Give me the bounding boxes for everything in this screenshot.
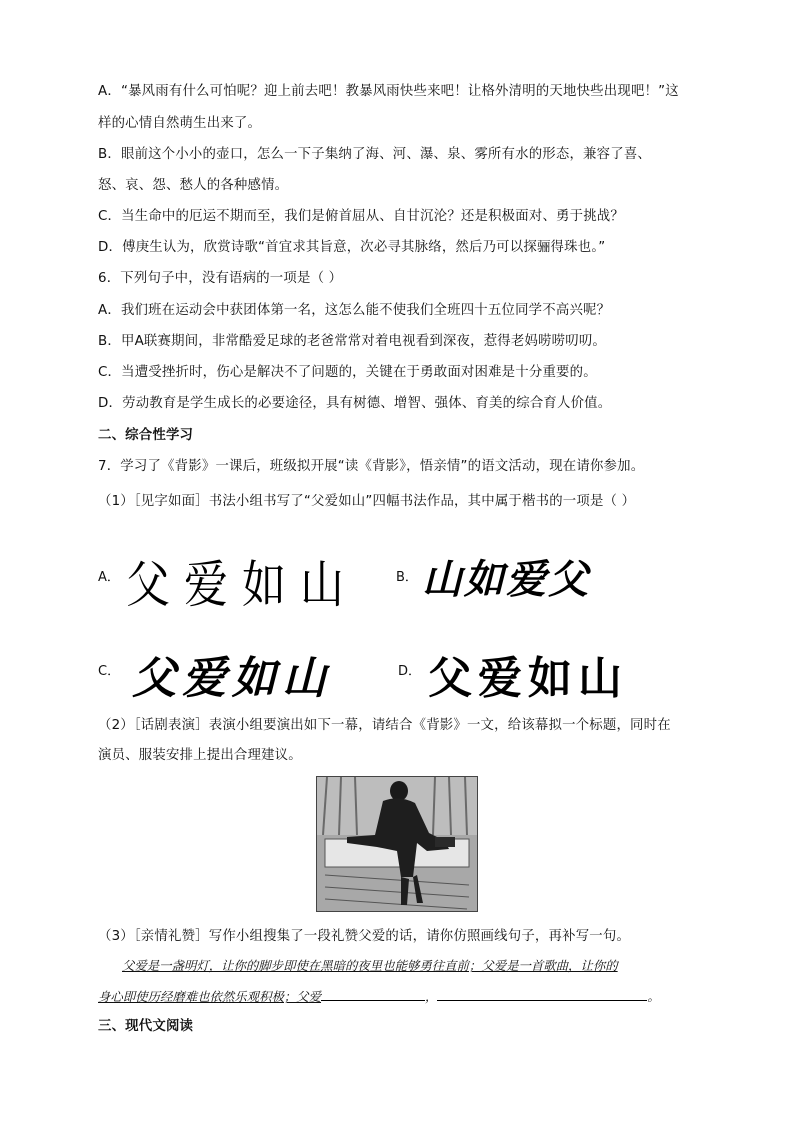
question-7: 7．学习了《背影》一课后，班级拟开展“读《背影》，悟亲情”的语文活动，现在请你参加。 <box>98 459 645 474</box>
option-6a: A．我们班在运动会中获团体第一名，这怎么能不使我们全班四十五位同学不高兴呢？ <box>98 303 611 318</box>
option-5b-line1: B．眼前这个小小的壶口，怎么一下子集纳了海、河、瀑、泉、雾所有水的形态，兼容了喜、 <box>98 147 652 162</box>
calligraphy-b-cursive-script: 山如爱父 <box>422 556 590 603</box>
answer-blank-1[interactable] <box>321 986 425 1001</box>
question-7-3: （3）［亲情礼赞］写作小组搜集了一段礼赞父爱的话，请你仿照画线句子，再补写一句。 <box>98 929 631 944</box>
option-5c: C．当生命中的厄运不期而至，我们是俯首屈从、自甘沉沦？还是积极面对、勇于挑战？ <box>98 209 624 224</box>
option-6d: D．劳动教育是学生成长的必要途径，具有树德、增智、强体、育美的综合育人价值。 <box>98 396 612 411</box>
option-5d: D．傅庚生认为，欣赏诗歌“首宜求其旨意，次必寻其脉络，然后乃可以探骊得珠也。” <box>98 240 606 255</box>
praise-line-2-text: 身心即使历经磨难也依然乐观积极；父爱 <box>98 989 322 1004</box>
question-7-2-line2: 演员、服装安排上提出合理建议。 <box>98 748 302 763</box>
answer-blank-2[interactable] <box>437 986 647 1001</box>
calligraphy-a-label: A． <box>98 570 120 585</box>
calligraphy-c-label: C． <box>98 664 121 679</box>
option-5a-line2: 样的心情自然萌生出来了。 <box>98 116 262 131</box>
option-5b-line2: 怒、哀、怨、愁人的各种感情。 <box>98 178 289 193</box>
calligraphy-d-label: D． <box>398 664 422 679</box>
praise-comma: ， <box>425 989 438 1004</box>
question-7-1: （1）［见字如面］书法小组书写了“父爱如山”四幅书法作品，其中属于楷书的一项是（ ） <box>98 494 636 509</box>
calligraphy-c-running-script: 父爱如山 <box>132 653 332 704</box>
calligraphy-d-regular-script: 父爱如山 <box>428 653 628 704</box>
calligraphy-a-seal-script: 父爱如山 <box>126 555 358 615</box>
question-7-2-line1: （2）［话剧表演］表演小组要演出如下一幕，请结合《背影》一文，给该幕拟一个标题，同时在 <box>98 718 671 733</box>
option-6b: B．甲A联赛期间，非常酷爱足球的老爸常常对着电视看到深夜，惹得老妈唠唠叨叨。 <box>98 334 607 349</box>
section-3-heading: 三、现代文阅读 <box>98 1019 194 1034</box>
father-back-scene-image <box>316 776 478 912</box>
option-6c: C．当遭受挫折时，伤心是解决不了问题的，关键在于勇敢面对困难是十分重要的。 <box>98 365 597 380</box>
praise-line-1: 父爱是一盏明灯，让你的脚步即使在黑暗的夜里也能够勇往直前；父爱是一首歌曲，让你的 <box>122 958 618 973</box>
praise-period: 。 <box>647 989 660 1004</box>
praise-line-2 <box>98 986 660 1007</box>
calligraphy-b-label: B． <box>396 570 418 585</box>
option-5a-line1: A．“暴风雨有什么可怕呢？迎上前去吧！教暴风雨快些来吧！让格外清明的天地快些出现吧！”这 <box>98 84 679 99</box>
section-2-heading: 二、综合性学习 <box>98 428 194 443</box>
question-6: 6．下列句子中，没有语病的一项是（ ） <box>98 271 343 286</box>
